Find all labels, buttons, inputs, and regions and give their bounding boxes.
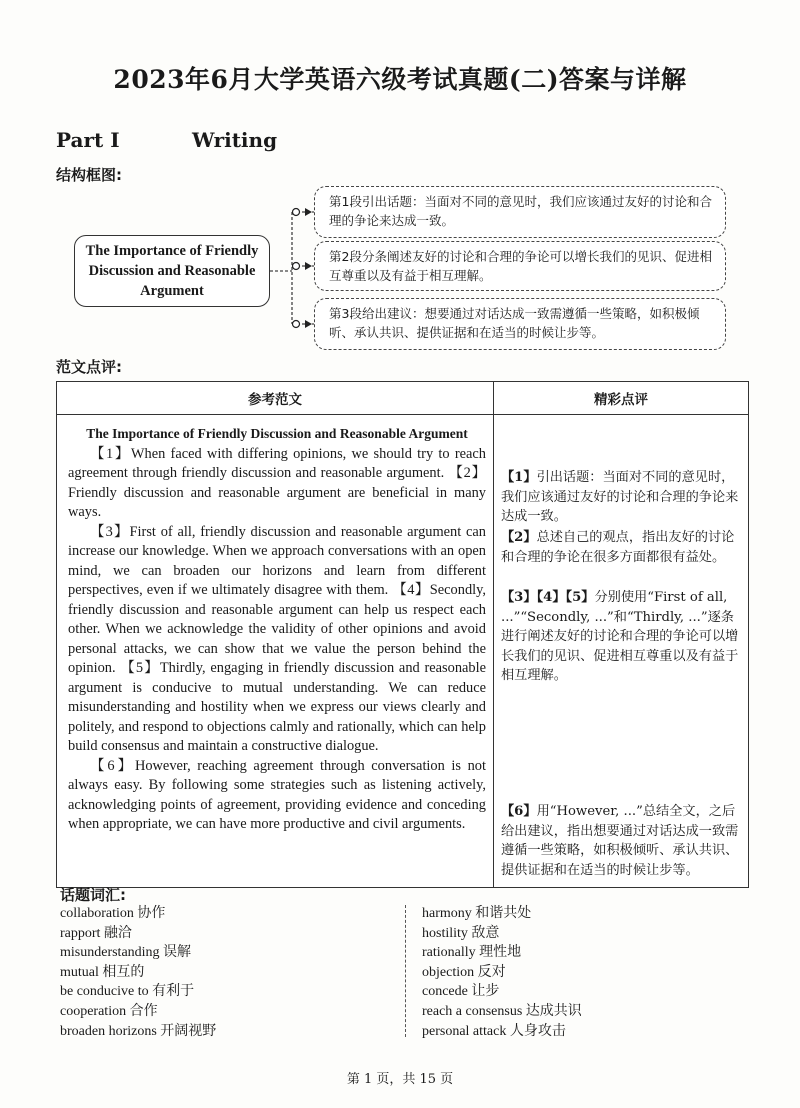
review-table xyxy=(56,381,749,888)
part-label: Part Ⅰ xyxy=(56,128,120,152)
comment-2-tag: 【2】 xyxy=(501,530,537,545)
vocab-item: rationally 理性地 xyxy=(422,945,522,961)
part-name: Writing xyxy=(192,128,278,152)
comment-1-tag: 【1】 xyxy=(501,470,537,485)
page-title: 2023年6月大学英语六级考试真题(二)答案与详解 xyxy=(113,65,687,94)
comment-3 xyxy=(501,588,741,686)
page-footer: 第 1 页，共 15 页 xyxy=(346,1072,454,1087)
essay-paragraph-2: 【3】First of all, friendly discussion and reasonable argument can increase our knowledge. When we approach conversations with an open mind, we can broaden our horizons and learn from different perspectives, even if we ultimately disagree with them. 【4】Secondly, friendly discussion and reasonable argument can help us respect each other. When we acknowledge the validity of other opinions and avoid personal attacks, we can show that we value the person behind the opinion. 【5】Thirdly, engaging in friendly discussion and reasonable argument is conducive to mutual understanding. We can reduce misunderstanding and hostility when we express our views clearly and politely, and respond to objections calmly and rationally, which can help build consensus and maintain a constructive dialogue. xyxy=(68,523,486,754)
comment-3-text: 分别使用“First of all, ...”“Secondly, ...”和“Thirdly, ...”逐条进行阐述友好的讨论和合理的争论可以增长我们的见识、促进相互尊重以及有益于相互理解。 xyxy=(501,590,739,683)
comment-4-tag: 【6】 xyxy=(501,804,537,819)
vocab-item: misunderstanding 误解 xyxy=(60,945,192,961)
comment-1 xyxy=(501,468,741,527)
comment-2 xyxy=(501,528,741,567)
structure-heading: 结构框图: xyxy=(56,166,122,184)
vocab-item: hostility 敌意 xyxy=(422,925,500,941)
vocab-item: be conducive to 有利于 xyxy=(60,984,195,1000)
structure-paragraph-3: 第3段给出建议：想要通过对话达成一致需遵循一些策略，如积极倾听、承认共识、提供证据和在适当的时候让步等。 xyxy=(314,298,726,350)
vocab-item: mutual 相互的 xyxy=(60,964,145,980)
vocab-item: broaden horizons 开阔视野 xyxy=(60,1023,217,1039)
comment-3-tag: 【3】【4】【5】 xyxy=(501,590,595,605)
structure-paragraph-2: 第2段分条阐述友好的讨论和合理的争论可以增长我们的见识、促进相互尊重以及有益于相互理解。 xyxy=(314,241,726,291)
comment-4 xyxy=(501,802,741,880)
essay-paragraph-1: 【1】When faced with differing opinions, we should try to reach agreement through friendly discussion and reasonable argument. 【2】Friendly discussion and reasonable argument are beneficial in many ways. xyxy=(68,445,486,520)
vocab-item: cooperation 合作 xyxy=(60,1003,158,1019)
vocab-item: rapport 融洽 xyxy=(60,925,132,941)
essay-column-header: 参考范文 xyxy=(57,382,494,415)
vocab-item: personal attack 人身攻击 xyxy=(422,1023,566,1039)
vocab-item: harmony 和谐共处 xyxy=(422,906,532,921)
essay-paragraph-3: 【6】However, reaching agreement through conversation is not always easy. By following some strategies such as listening actively, acknowledging points of agreement, providing evidence and conceding when appropriate, we can have more productive and civil arguments. xyxy=(68,757,486,832)
vocab-item: objection 反对 xyxy=(422,964,506,980)
vocab-heading: 话题词汇: xyxy=(60,886,126,904)
comment-cell xyxy=(494,415,749,888)
vocab-item: collaboration 协作 xyxy=(60,906,166,921)
vocab-item: reach a consensus 达成共识 xyxy=(422,1003,582,1019)
comment-column-header: 精彩点评 xyxy=(494,382,749,415)
vocab-item: concede 让步 xyxy=(422,984,500,1000)
comment-2-text: 总述自己的观点，指出友好的讨论和合理的争论在很多方面都很有益处。 xyxy=(501,530,735,565)
vocab-left-list xyxy=(60,904,216,1041)
structure-paragraph-1: 第1段引出话题：当面对不同的意见时，我们应该通过友好的讨论和合理的争论来达成一致。 xyxy=(314,186,726,238)
comment-4-text: 用“However, ...”总结全文，之后给出建议，指出想要通过对话达成一致需遵循一些策略，如积极倾听、承认共识、提供证据和在适当的时候让步等。 xyxy=(501,804,739,878)
vocab-right-list xyxy=(422,904,582,1041)
essay-cell xyxy=(57,415,494,888)
comment-1-text: 引出话题：当面对不同的意见时，我们应该通过友好的讨论和合理的争论来达成一致。 xyxy=(501,470,739,524)
review-heading: 范文点评: xyxy=(56,358,122,376)
vocab-divider xyxy=(405,905,406,1037)
structure-topic-box: The Importance of Friendly Discussion and Reasonable Argument xyxy=(74,235,270,307)
essay-title: The Importance of Friendly Discussion and Reasonable Argument xyxy=(86,426,468,441)
